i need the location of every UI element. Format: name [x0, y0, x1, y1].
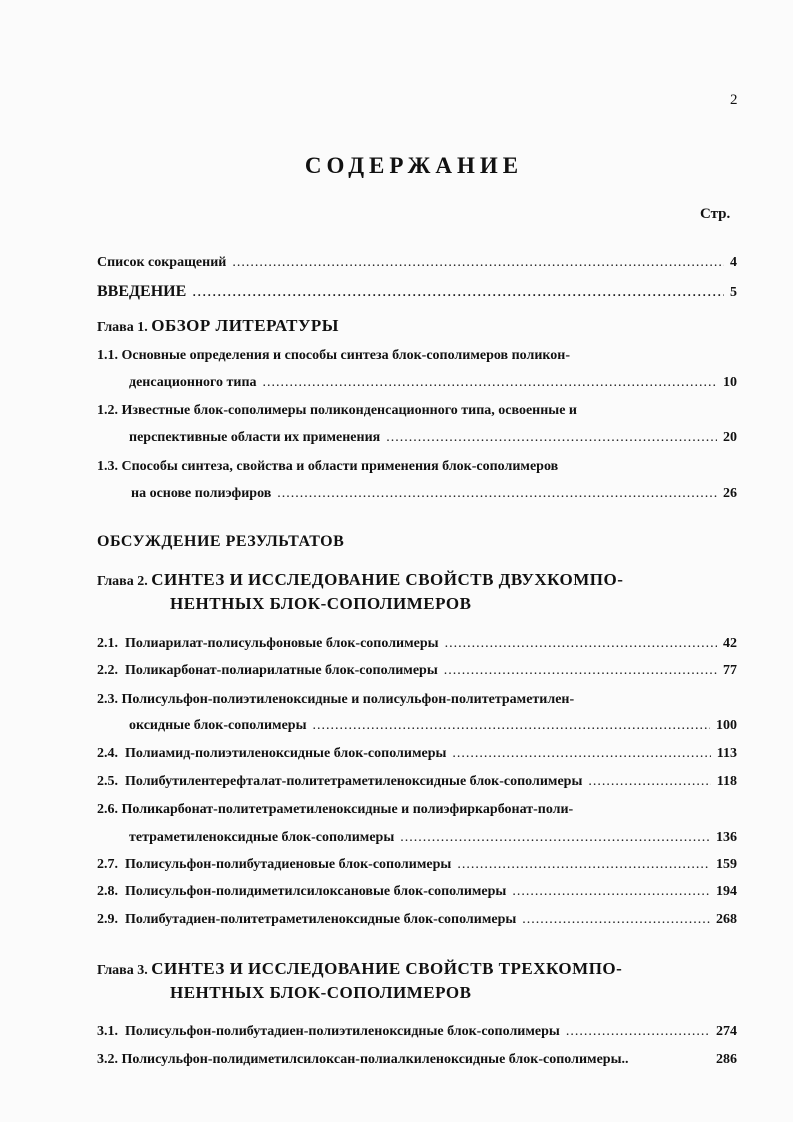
- chapter-title: ОБЗОР ЛИТЕРАТУРЫ: [151, 316, 339, 335]
- dot-leader: [566, 1024, 710, 1040]
- toc-entry-text: Известные блок-сополимеры поликонденсационного типа, освоенные и: [121, 403, 577, 418]
- toc-entry-page: 159: [716, 857, 737, 872]
- toc-entry-text: Полисульфон-полидиметилсилоксан-полиалкиленоксидные блок-сополимеры..: [121, 1052, 629, 1067]
- toc-entry-page: 118: [716, 774, 737, 789]
- toc-entry-text: денсационного типа: [129, 375, 257, 390]
- toc-entry-text: оксидные блок-сополимеры: [129, 718, 307, 733]
- toc-entry-page: 5: [730, 285, 737, 300]
- toc-entry-text: перспективные области их применения: [129, 430, 381, 445]
- toc-entry-page: 194: [716, 884, 737, 899]
- toc-entry-number: 2.6.: [97, 802, 118, 817]
- toc-entry-2-4: [97, 746, 737, 762]
- toc-entry-3-2: [97, 1052, 737, 1068]
- toc-entry-1-3-line2: [131, 486, 737, 502]
- toc-entry-2-1: [97, 636, 737, 652]
- toc-entry-text: Список сокращений: [97, 255, 227, 270]
- toc-entry-text: Основные определения и способы синтеза блок-сополимеров поликон-: [121, 348, 571, 363]
- toc-entry-2-3-line2: [129, 718, 737, 734]
- toc-entry-text: Способы синтеза, свойства и области применения блок-сополимеров: [121, 459, 559, 474]
- toc-entry-number: 1.2.: [97, 403, 118, 418]
- chapter-label: Глава 3.: [97, 963, 148, 978]
- dot-leader: [457, 857, 710, 873]
- toc-entry-text: Полиамид-полиэтиленоксидные блок-сополимеры: [125, 746, 447, 761]
- toc-entry-2-6-line2: [129, 830, 737, 846]
- dot-leader: [386, 430, 717, 446]
- page-number: 2: [730, 92, 738, 108]
- toc-entry-page: 100: [716, 718, 737, 733]
- toc-entry-page: 26: [723, 486, 737, 501]
- toc-entry-abbreviations: [97, 255, 737, 271]
- chapter-label: Глава 1.: [97, 320, 148, 335]
- dot-leader: [452, 746, 710, 762]
- toc-entry-1-2-line1: [97, 403, 577, 419]
- toc-entry-2-6-line1: [97, 802, 573, 818]
- toc-entry-number: 2.8.: [97, 884, 118, 899]
- dot-leader: [522, 912, 710, 928]
- toc-entry-1-1-line2: [129, 375, 737, 391]
- toc-entry-2-8: [97, 884, 737, 900]
- toc-entry-number: 2.5.: [97, 774, 118, 789]
- toc-entry-number: 2.7.: [97, 857, 118, 872]
- toc-entry-page: 77: [723, 663, 737, 678]
- dot-leader: [445, 636, 717, 652]
- dot-leader: [588, 774, 710, 790]
- toc-entry-number: 1.1.: [97, 348, 118, 363]
- dot-leader: [277, 486, 717, 502]
- chapter-title: СИНТЕЗ И ИССЛЕДОВАНИЕ СВОЙСТВ ДВУХКОМПО-: [151, 570, 624, 589]
- toc-entry-text: на основе полиэфиров: [131, 486, 272, 501]
- toc-entry-text: Полибутадиен-политетраметиленоксидные блок-сополимеры: [125, 912, 517, 927]
- toc-entry-page: 42: [723, 636, 737, 651]
- toc-entry-text: Полибутилентерефталат-политетраметиленоксидные блок-сополимеры: [125, 774, 583, 789]
- pages-column-label: Стр.: [700, 206, 731, 222]
- toc-entry-text: ВВЕДЕНИЕ: [97, 283, 187, 300]
- toc-entry-page: 10: [723, 375, 737, 390]
- page-title: СОДЕРЖАНИЕ: [304, 153, 524, 178]
- toc-entry-number: 3.1.: [97, 1024, 118, 1039]
- toc-entry-number: 2.1.: [97, 636, 118, 651]
- toc-entry-number: 1.3.: [97, 459, 118, 474]
- dot-leader: [400, 830, 710, 846]
- toc-entry-2-7: [97, 857, 737, 873]
- toc-entry-page: 286: [716, 1052, 737, 1067]
- section-heading: ОБСУЖДЕНИЕ РЕЗУЛЬТАТОВ: [97, 533, 345, 550]
- dot-leader: [192, 283, 724, 301]
- dot-leader: [444, 663, 717, 679]
- toc-entry-introduction: [97, 283, 737, 301]
- toc-entry-1-3-line1: [97, 459, 558, 475]
- chapter-1-heading: [97, 316, 339, 336]
- toc-entry-page: 136: [716, 830, 737, 845]
- dot-leader: [263, 375, 717, 391]
- dot-leader: [512, 884, 710, 900]
- chapter-label: Глава 2.: [97, 574, 148, 589]
- toc-entry-text: Полисульфон-полиэтиленоксидные и полисульфон-политетраметилен-: [121, 692, 575, 707]
- toc-entry-page: 4: [730, 255, 737, 270]
- toc-entry-page: 274: [716, 1024, 737, 1039]
- toc-entry-text: Поликарбонат-политетраметиленоксидные и полиэфиркарбонат-поли-: [121, 802, 574, 817]
- toc-entry-number: 2.3.: [97, 692, 118, 707]
- toc-entry-page: 113: [716, 746, 737, 761]
- toc-entry-text: Полисульфон-полидиметилсилоксановые блок-сополимеры: [125, 884, 507, 899]
- toc-entry-text: Полисульфон-полибутадиен-полиэтиленоксидные блок-сополимеры: [125, 1024, 560, 1039]
- toc-entry-1-2-line2: [129, 430, 737, 446]
- toc-entry-page: 268: [716, 912, 737, 927]
- dot-leader: [232, 255, 724, 271]
- chapter-2-title-line2: НЕНТНЫХ БЛОК-СОПОЛИМЕРОВ: [170, 594, 472, 613]
- toc-entry-1-1-line1: [97, 348, 570, 364]
- toc-entry-page: 20: [723, 430, 737, 445]
- toc-entry-number: 2.4.: [97, 746, 118, 761]
- toc-entry-text: тетраметиленоксидные блок-сополимеры: [129, 830, 395, 845]
- toc-entry-number: 2.2.: [97, 663, 118, 678]
- chapter-2-heading: [97, 570, 623, 590]
- toc-entry-number: 3.2.: [97, 1052, 118, 1067]
- chapter-3-heading: [97, 959, 622, 979]
- toc-entry-text: Полисульфон-полибутадиеновые блок-сополимеры: [125, 857, 452, 872]
- toc-entry-2-5: [97, 774, 737, 790]
- chapter-3-title-line2: НЕНТНЫХ БЛОК-СОПОЛИМЕРОВ: [170, 983, 472, 1002]
- toc-entry-text: Поликарбонат-полиарилатные блок-сополимеры: [125, 663, 438, 678]
- toc-entry-2-9: [97, 912, 737, 928]
- toc-entry-3-1: [97, 1024, 737, 1040]
- toc-entry-text: Полиарилат-полисульфоновые блок-сополимеры: [125, 636, 439, 651]
- toc-entry-2-3-line1: [97, 692, 574, 708]
- toc-entry-2-2: [97, 663, 737, 679]
- dot-leader: [313, 718, 710, 734]
- chapter-title: СИНТЕЗ И ИССЛЕДОВАНИЕ СВОЙСТВ ТРЕХКОМПО-: [151, 959, 623, 978]
- toc-entry-number: 2.9.: [97, 912, 118, 927]
